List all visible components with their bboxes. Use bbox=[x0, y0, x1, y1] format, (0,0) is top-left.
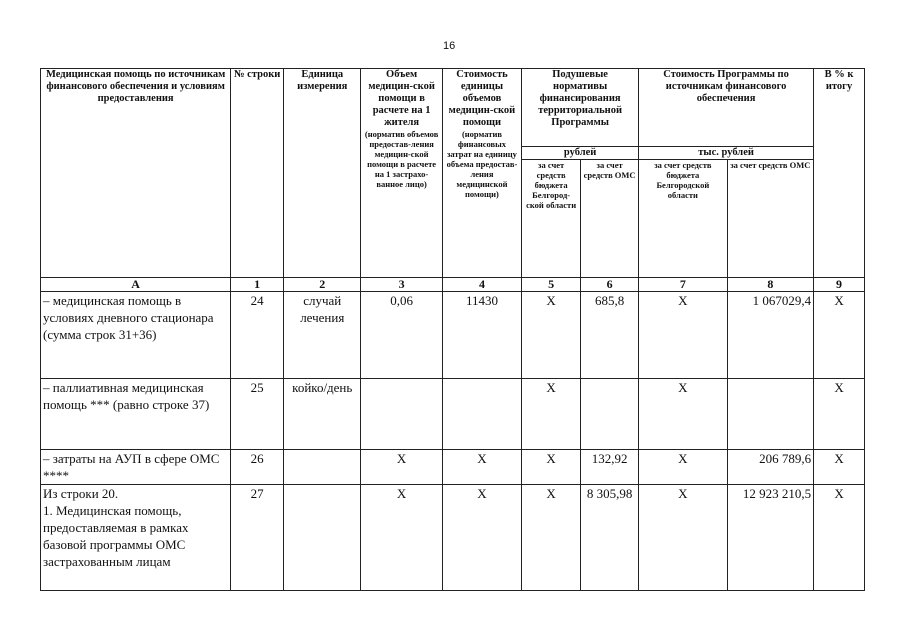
row-cost: 11430 bbox=[442, 292, 521, 379]
row-cost: Х bbox=[442, 485, 521, 591]
header-volume-sub: (норматив объемов предостав-ления медицин-ской помощи в расчете на 1 застрахо-ванное лицо) bbox=[364, 129, 439, 189]
row-volume bbox=[361, 379, 442, 450]
table-row bbox=[41, 450, 865, 485]
row-norm-budget: Х bbox=[522, 379, 581, 450]
row-line: 26 bbox=[231, 450, 284, 485]
row-percent: Х bbox=[814, 292, 865, 379]
table-row bbox=[41, 379, 865, 450]
row-percent: Х bbox=[814, 450, 865, 485]
header-volume-main: Объем медицин-ской помощи в расчете на 1 жителя bbox=[368, 69, 435, 128]
header-norm-oms: за счет средств ОМС bbox=[581, 160, 639, 278]
header-service-type: Медицинская помощь по источникам финансового обеспечения и условиям предоставления bbox=[41, 69, 231, 278]
table-row bbox=[41, 292, 865, 379]
row-percent: Х bbox=[814, 485, 865, 591]
row-unit bbox=[284, 485, 361, 591]
col-number: 8 bbox=[727, 278, 813, 292]
row-norm-budget: Х bbox=[522, 292, 581, 379]
row-norm-budget: Х bbox=[522, 450, 581, 485]
row-norm-budget: Х bbox=[522, 485, 581, 591]
row-unit bbox=[284, 450, 361, 485]
header-norm-budget: за счет средств бюджета Белгород-ской области bbox=[522, 160, 581, 278]
row-cost: Х bbox=[442, 450, 521, 485]
row-line: 27 bbox=[231, 485, 284, 591]
row-prog-oms bbox=[727, 379, 813, 450]
row-norm-oms: 132,92 bbox=[581, 450, 639, 485]
row-norm-oms: 8 305,98 bbox=[581, 485, 639, 591]
header-prog-oms: за счет средств ОМС bbox=[727, 160, 813, 278]
row-volume: Х bbox=[361, 485, 442, 591]
header-per-capita: Подушевые нормативы финансирования территориальной Программы bbox=[522, 69, 639, 147]
header-prog-budget: за счет средств бюджета Белгородской области bbox=[639, 160, 728, 278]
table-row bbox=[41, 485, 865, 591]
col-number: 3 bbox=[361, 278, 442, 292]
financing-table bbox=[40, 68, 865, 591]
col-number: 7 bbox=[639, 278, 728, 292]
row-norm-oms: 685,8 bbox=[581, 292, 639, 379]
row-prog-budget: Х bbox=[639, 485, 728, 591]
header-cost bbox=[442, 69, 521, 278]
col-number: 4 bbox=[442, 278, 521, 292]
header-program-cost: Стоимость Программы по источникам финансового обеспечения bbox=[639, 69, 814, 147]
page-number: 16 bbox=[443, 40, 456, 52]
row-volume: 0,06 bbox=[361, 292, 442, 379]
row-name: – медицинская помощь в условиях дневного стационара (сумма строк 31+36) bbox=[41, 292, 231, 379]
row-volume: Х bbox=[361, 450, 442, 485]
col-number: 1 bbox=[231, 278, 284, 292]
col-number: 2 bbox=[284, 278, 361, 292]
row-prog-oms: 12 923 210,5 bbox=[727, 485, 813, 591]
header-cost-sub: (норматив финансовых затрат на единицу объема предостав-ления медицинской помощи) bbox=[446, 129, 518, 199]
header-per-capita-unit: рублей bbox=[522, 147, 639, 160]
row-prog-budget: Х bbox=[639, 450, 728, 485]
row-prog-oms: 206 789,6 bbox=[727, 450, 813, 485]
row-prog-oms: 1 067029,4 bbox=[727, 292, 813, 379]
col-number: А bbox=[41, 278, 231, 292]
col-number: 5 bbox=[522, 278, 581, 292]
row-name: Из строки 20. 1. Медицинская помощь, предоставляемая в рамках базовой программы ОМС застрахованным лицам bbox=[41, 485, 231, 591]
row-unit: случай лечения bbox=[284, 292, 361, 379]
row-norm-oms bbox=[581, 379, 639, 450]
header-line-number: № строки bbox=[231, 69, 284, 278]
row-prog-budget: Х bbox=[639, 292, 728, 379]
row-percent: Х bbox=[814, 379, 865, 450]
row-name: – паллиативная медицинская помощь *** (равно строке 37) bbox=[41, 379, 231, 450]
col-number: 6 bbox=[581, 278, 639, 292]
header-cost-main: Стоимость единицы объемов медицин-ской помощи bbox=[448, 69, 516, 128]
row-prog-budget: Х bbox=[639, 379, 728, 450]
row-name: – затраты на АУП в сфере ОМС **** bbox=[41, 450, 231, 485]
row-unit: койко/день bbox=[284, 379, 361, 450]
col-number: 9 bbox=[814, 278, 865, 292]
header-program-cost-unit: тыс. рублей bbox=[639, 147, 814, 160]
row-line: 25 bbox=[231, 379, 284, 450]
row-cost bbox=[442, 379, 521, 450]
row-line: 24 bbox=[231, 292, 284, 379]
header-unit: Единица измерения bbox=[284, 69, 361, 278]
header-percent: В % к итогу bbox=[814, 69, 865, 278]
header-volume bbox=[361, 69, 442, 278]
